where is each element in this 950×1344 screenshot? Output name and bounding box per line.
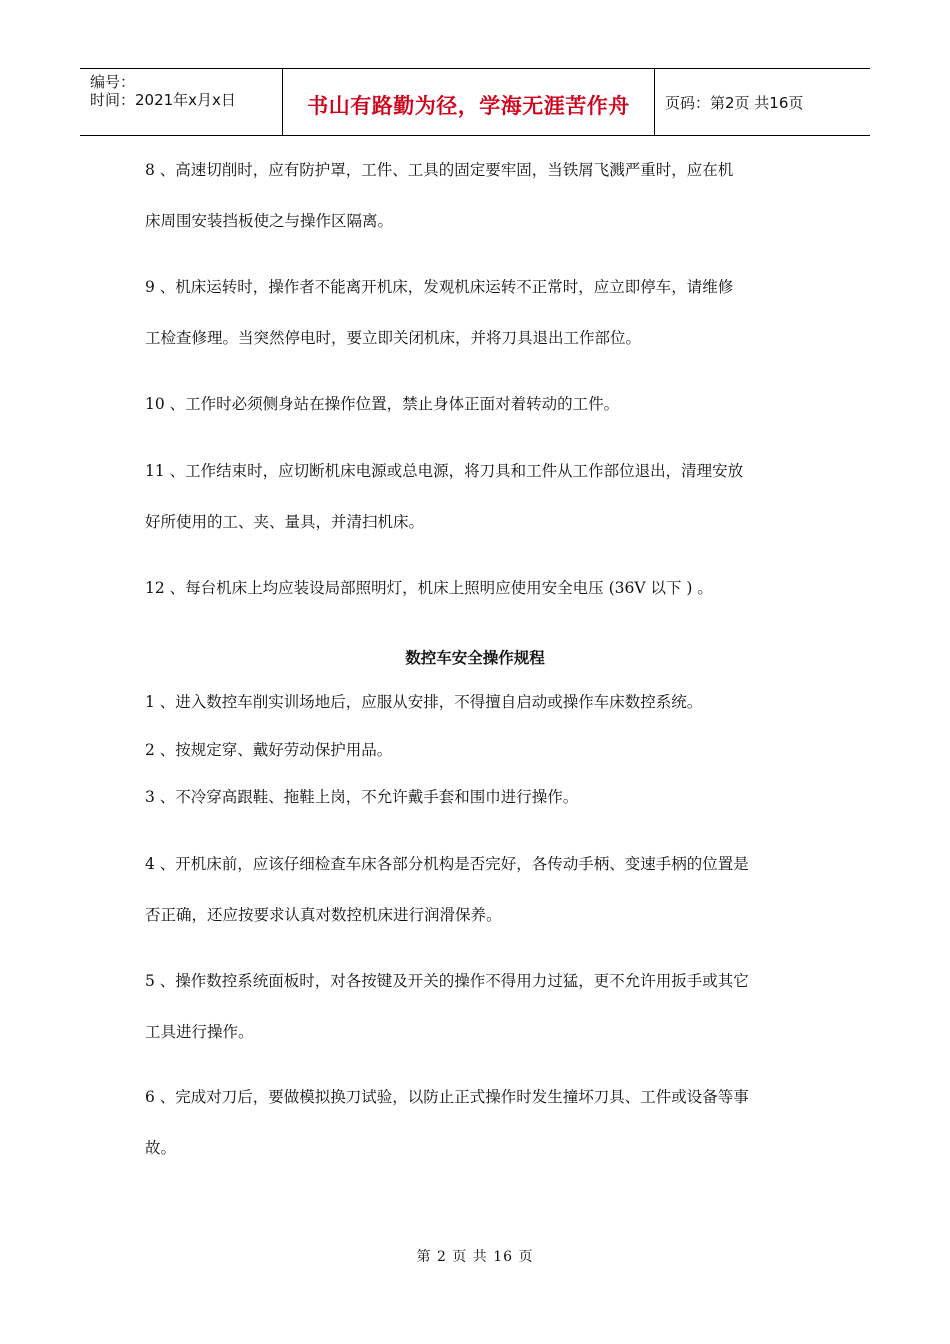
cnc-rule-1: 1 、进入数控车削实训场地后，应服从安排，不得擅自启动或操作车床数控系统。 [145,693,703,711]
rule-9-line-1: 9 、机床运转时，操作者不能离开机床，发观机床运转不正常时，应立即停车，请维修 [145,278,734,296]
document-number-label: 编号： [90,73,136,91]
header-motto-cell [282,69,655,135]
cnc-rule-5-line-2: 工具进行操作。 [145,1023,254,1041]
section-title: 数控车安全操作规程 [405,649,545,667]
rule-11-line-2: 好所使用的工、夹、量具，并清扫机床。 [145,513,425,531]
header-page-info: 页码：第2页 共16页 [665,93,804,112]
rule-11-line-1: 11 、工作结束时，应切断机床电源或总电源，将刀具和工件从工作部位退出，清理安放 [145,462,744,480]
cnc-rule-6-line-2: 故。 [145,1139,177,1157]
header-meta-cell [80,69,282,135]
header-motto: 书山有路勤为径，学海无涯苦作舟 [307,94,630,118]
cnc-rule-4-line-1: 4 、开机床前，应该仔细检查车床各部分机构是否完好，各传动手柄、变速手柄的位置是 [145,855,749,873]
cnc-rule-3: 3 、不冷穿高跟鞋、拖鞋上岗，不允许戴手套和围巾进行操作。 [145,788,579,806]
page-footer: 第 2 页 共 16 页 [416,1249,534,1265]
cnc-rule-2: 2 、按规定穿、戴好劳动保护用品。 [145,741,393,759]
document-header [80,68,870,136]
cnc-rule-4-line-2: 否正确，还应按要求认真对数控机床进行润滑保养。 [145,906,502,924]
cnc-rule-5-line-1: 5 、操作数控系统面板时，对各按键及开关的操作不得用力过猛，更不允许用扳手或其它 [145,972,749,990]
document-time-label: 时间：2021年x月x日 [90,91,236,109]
rule-12: 12 、每台机床上均应装设局部照明灯，机床上照明应使用安全电压 (36V 以下 ) 。 [145,579,713,597]
rule-10: 10 、工作时必须侧身站在操作位置，禁止身体正面对着转动的工件。 [145,395,620,413]
cnc-rule-6-line-1: 6 、完成对刀后，要做模拟换刀试验，以防止正式操作时发生撞坏刀具、工件或设备等事 [145,1088,749,1106]
header-page-cell [655,69,870,135]
rule-8-line-2: 床周围安装挡板使之与操作区隔离。 [145,212,394,230]
rule-8-line-1: 8 、高速切削时，应有防护罩，工件、工具的固定要牢固，当铁屑飞溅严重时，应在机 [145,161,734,179]
rule-9-line-2: 工检查修理。当突然停电时，要立即关闭机床，并将刀具退出工作部位。 [145,329,642,347]
